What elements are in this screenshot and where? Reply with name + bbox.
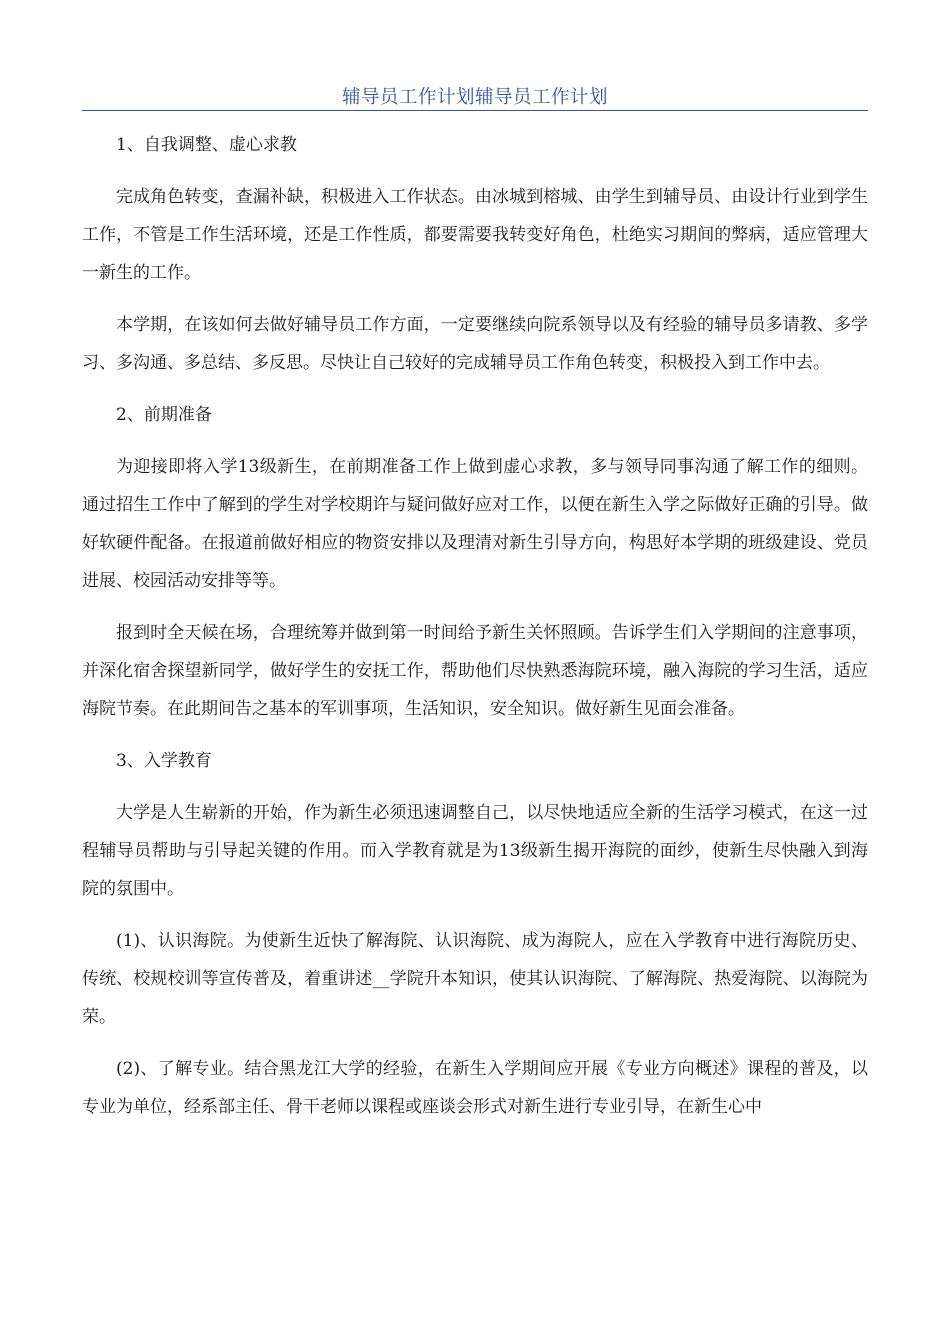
section-heading: 1、自我调整、虚心求教	[116, 135, 297, 155]
paragraph: (1)、认识海院。为使新生近快了解海院、认识海院、成为海院人，应在入学教育中进行海院历史、传统、校规校训等宣传普及，着重讲述__学院升本知识，使其认识海院、了解海院、热爱海院、以海院为荣。	[82, 931, 868, 1027]
section-heading: 3、入学教育	[116, 751, 212, 771]
document-body	[82, 126, 868, 1126]
section-heading: 2、前期准备	[116, 405, 212, 425]
paragraph: 为迎接即将入学13级新生，在前期准备工作上做到虚心求教，多与领导同事沟通了解工作的细则。通过招生工作中了解到的学生对学校期许与疑问做好应对工作，以便在新生入学之际做好正确的引导。做好软硬件配备。在报道前做好相应的物资安排以及理清对新生引导方向，构思好本学期的班级建设、党员进展、校园活动安排等等。	[82, 457, 868, 591]
paragraph: 完成角色转变，查漏补缺，积极进入工作状态。由冰城到榕城、由学生到辅导员、由设计行业到学生工作，不管是工作生活环境，还是工作性质，都要需要我转变好角色，杜绝实习期间的弊病，适应管理大一新生的工作。	[82, 187, 868, 283]
paragraph: 报到时全天候在场，合理统筹并做到第一时间给予新生关怀照顾。告诉学生们入学期间的注意事项，并深化宿舍探望新同学，做好学生的安抚工作，帮助他们尽快熟悉海院环境，融入海院的学习生活，适应海院节奏。在此期间告之基本的军训事项，生活知识，安全知识。做好新生见面会准备。	[82, 623, 868, 719]
paragraph: 大学是人生崭新的开始，作为新生必须迅速调整自己，以尽快地适应全新的生活学习模式，在这一过程辅导员帮助与引导起关键的作用。而入学教育就是为13级新生揭开海院的面纱，使新生尽快融入到海院的氛围中。	[82, 803, 868, 899]
page-title: 辅导员工作计划辅导员工作计划	[341, 87, 608, 108]
paragraph: 本学期，在该如何去做好辅导员工作方面，一定要继续向院系领导以及有经验的辅导员多请教、多学习、多沟通、多总结、多反思。尽快让自己较好的完成辅导员工作角色转变，积极投入到工作中去。	[82, 315, 868, 373]
paragraph: (2)、了解专业。结合黑龙江大学的经验，在新生入学期间应开展《专业方向概述》课程的普及，以专业为单位，经系部主任、骨干老师以课程或座谈会形式对新生进行专业引导，在新生心中	[82, 1059, 868, 1117]
page-header	[82, 80, 868, 111]
